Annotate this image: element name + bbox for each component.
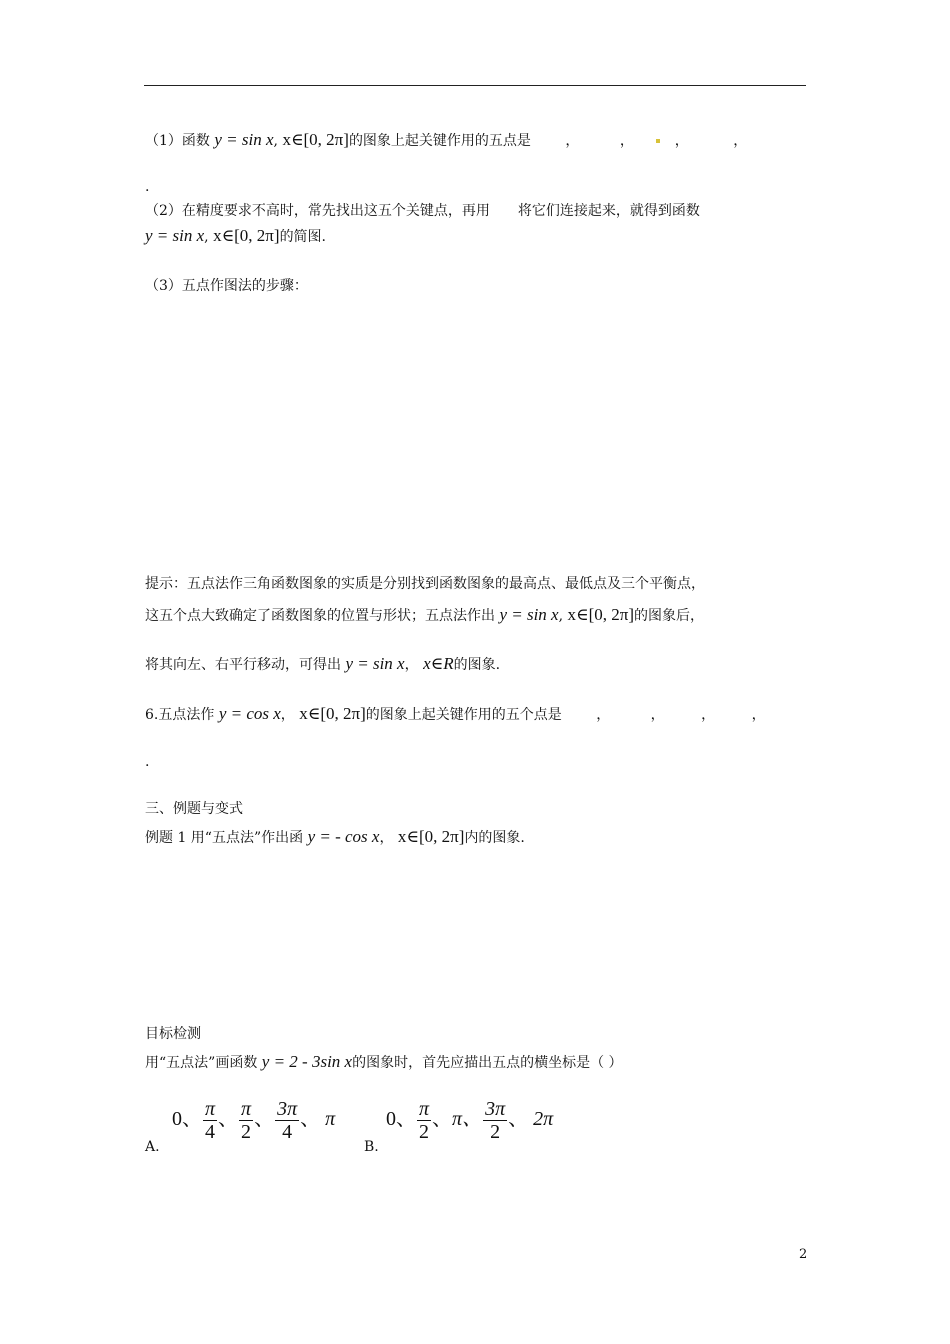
item-3-text: （3）五点作图法的步骤： [145, 278, 308, 294]
option-b-mid: π、 [452, 1108, 483, 1131]
target-heading: 目标检测 [145, 1026, 201, 1042]
item-6-blank-1: ， [596, 707, 611, 723]
option-a-sep-2: 、 [254, 1108, 275, 1131]
item-2-text: （2）在精度要求不高时，常先找出这五个关键点，再用 将它们连接起来，就得到函数 [145, 203, 700, 219]
hint-line-3-domain: x∈R [423, 654, 454, 673]
hint-line-2-prefix: 这五个点大致确定了函数图象的位置与形状；五点法作出 [145, 608, 495, 624]
hint-domain: x∈[0, 2π] [567, 605, 635, 624]
option-b-frac-1-den: 2 [419, 1121, 430, 1143]
option-a-frac-1-den: 4 [205, 1121, 216, 1143]
hint-line-2 [145, 605, 704, 626]
item-6-domain: x∈[0, 2π] [299, 704, 366, 723]
example-1-domain: x∈[0, 2π] [397, 827, 465, 846]
item-1-line [145, 130, 747, 151]
blank-1: ， [565, 133, 580, 149]
option-a-frac-3 [275, 1098, 299, 1143]
option-a-last: π [325, 1108, 336, 1131]
target-question-suffix: 的图象时，首先应描出五点的横坐标是（ ） [352, 1055, 623, 1071]
page-number: 2 [799, 1247, 808, 1262]
option-a-sep-1: 、 [218, 1108, 239, 1131]
option-a-frac-3-den: 4 [282, 1121, 293, 1143]
blank-4: ， [733, 133, 748, 149]
option-b-sep-2: 、 [508, 1108, 529, 1131]
option-a-sep-3: 、 [300, 1108, 321, 1131]
example-1-line [145, 827, 525, 848]
hint-sep: , [558, 608, 564, 624]
option-b-frac-2-den: 2 [490, 1121, 501, 1143]
item-6-blank-2: ， [650, 707, 665, 723]
item-1-domain: x∈[0, 2π] [282, 130, 349, 149]
example-1-formula: y = - cos x [307, 827, 380, 846]
blank-3: ， [674, 133, 689, 149]
example-1-suffix: 内的图象. [464, 830, 525, 846]
example-1-sep: ， [379, 830, 394, 846]
section-3-heading: 三、例题与变式 [145, 801, 243, 817]
item-2-line2 [145, 226, 326, 247]
option-a-frac-1-num: π [205, 1098, 216, 1120]
option-a-frac-3-num: 3π [277, 1098, 298, 1120]
option-a-frac-2-den: 2 [241, 1121, 252, 1143]
hint-line-2-suffix: 的图象后， [634, 608, 705, 624]
item-1-prefix: （1）函数 [145, 133, 210, 149]
hint-line-3 [145, 654, 500, 675]
blank-2: ， [619, 133, 634, 149]
option-a-frac-2-num: π [241, 1098, 252, 1120]
item-1-suffix: 的图象上起关键作用的五点是 [348, 133, 531, 149]
option-a-zero: 0、 [172, 1108, 202, 1131]
item-2-suffix: 的简图. [279, 229, 327, 245]
option-a-frac-2 [239, 1098, 253, 1143]
hint-line-3-suffix: 的图象. [453, 657, 501, 673]
option-b [386, 1098, 553, 1143]
item-6-end: . [145, 754, 150, 770]
option-b-frac-1-num: π [419, 1098, 430, 1120]
item-6-blank-4: ， [751, 707, 766, 723]
option-b-sep: 、 [432, 1108, 453, 1131]
option-b-last: 2π [533, 1108, 554, 1131]
target-question-formula: y = 2 - 3sin x [261, 1052, 353, 1071]
item-6-line [145, 704, 766, 725]
target-question [145, 1052, 623, 1073]
hint-line-3-sep: ， [404, 657, 419, 673]
option-b-frac-2-num: 3π [485, 1098, 506, 1120]
hint-line-1: 提示：五点法作三角函数图象的实质是分别找到函数图象的最高点、最低点及三个平衡点， [145, 576, 705, 592]
hint-line-3-prefix: 将其向左、右平行移动，可得出 [145, 657, 341, 673]
hint-line-3-formula: y = sin x [345, 654, 405, 673]
item-6-prefix: 6.五点法作 [145, 707, 215, 723]
marker-dot [656, 139, 660, 143]
option-b-zero: 0、 [386, 1108, 416, 1131]
option-a-frac-1 [203, 1098, 217, 1143]
item-2-formula: y = sin x [145, 226, 205, 245]
item-6-suffix: 的图象上起关键作用的五个点是 [365, 707, 562, 723]
item-2-sep: , [204, 229, 209, 245]
item-1-formula: y = sin x [214, 130, 274, 149]
item-2-domain: x∈[0, 2π] [213, 226, 280, 245]
option-b-frac-2 [483, 1098, 507, 1143]
example-1-prefix: 例题 1 用“五点法”作出函 [145, 830, 304, 846]
item-6-formula: y = cos x [218, 704, 281, 723]
target-question-prefix: 用“五点法”画函数 [145, 1055, 258, 1071]
option-a-label: A. [145, 1139, 160, 1155]
hint-formula: y = sin x [499, 605, 559, 624]
option-b-frac-1 [417, 1098, 431, 1143]
item-6-sep: ， [280, 707, 295, 723]
header-rule [144, 85, 806, 86]
item-6-blank-3: ， [701, 707, 716, 723]
item-1-sep: , [273, 133, 278, 149]
option-b-label: B. [364, 1139, 379, 1155]
item-1-end: . [145, 179, 150, 195]
option-a [172, 1098, 335, 1143]
